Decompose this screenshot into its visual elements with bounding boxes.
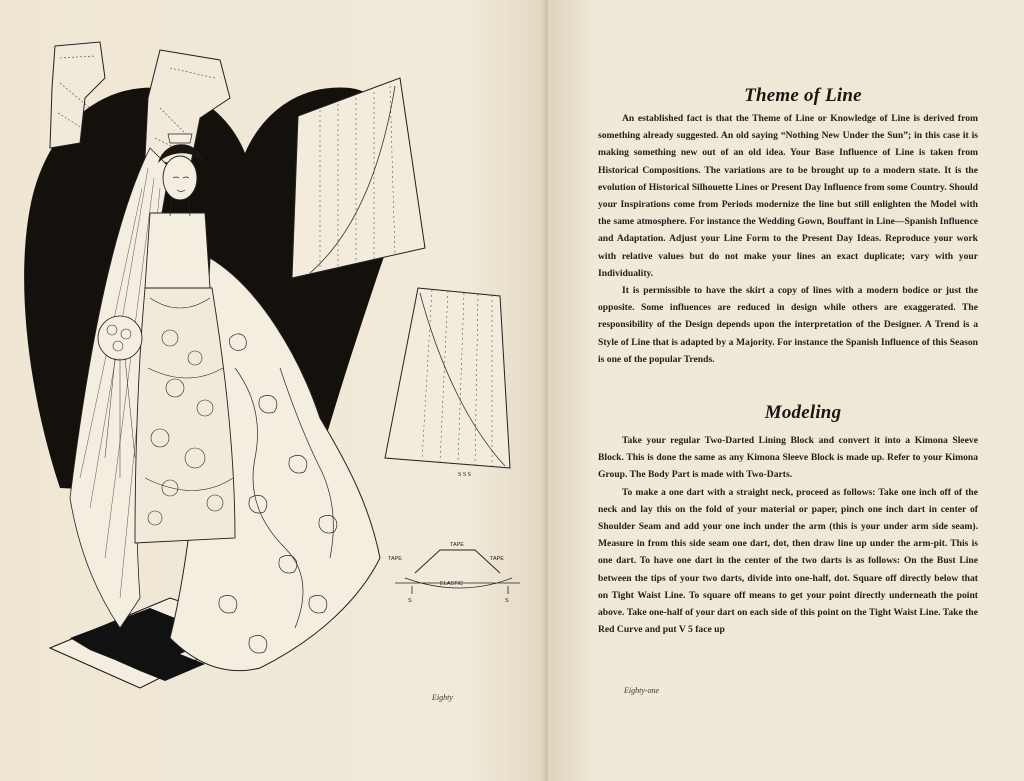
folio-left: Eighty	[432, 693, 453, 702]
label-tape-right: TAPE	[490, 556, 504, 562]
folio-right: Eighty-one	[624, 686, 660, 695]
label-elastic: ELASTIC	[440, 581, 463, 587]
paragraph: To make a one dart with a straight neck, proceed as follows: Take one inch off of the neck and lay this on the fold of your material or paper, pinch one inch dart in center of Shoulder Seam and add your one inch under the arm (this is your under arm side seam). Measure in from this side seam one dart, dot, then draw line up under the arm-pit. This is one dart. To have one dart in the center of the two darts is as follows: On the Bust Line between the tips of your two darts, divide into one-half, dot. Square off directly below that on Tight Waist Line. To square off means to get your point directly underneath the point above. Take one-half of your dart on each side of this point on the Tight Waist Line. Take the Red Curve and put V 5 face up	[598, 486, 978, 636]
heading-modeling: Modeling	[764, 402, 842, 423]
label-tape-top: TAPE	[450, 542, 464, 548]
svg-text:S S S: S S S	[458, 472, 472, 478]
gown-bodice	[145, 213, 210, 288]
paragraph: It is permissible to have the skirt a copy of lines with a modern bodice or just the opposite. Some influences are reduced in design while others are exaggerated. The responsibility of the Design depends upon the interpretation of the Designer. A Trend is a Style of Line that is adapted by a Majority. For instance the Spanish Influence of this Season is one of the popular Trends.	[598, 285, 978, 365]
section-modeling	[598, 432, 978, 638]
label-s-left: S	[408, 598, 412, 604]
section-theme-of-line	[598, 110, 978, 368]
wedding-gown-illustration	[20, 38, 540, 698]
skirt-pattern-lower	[385, 288, 510, 478]
heading-theme-of-line: Theme of Line	[744, 85, 862, 106]
label-s-right: S	[505, 598, 509, 604]
paragraph: An established fact is that the Theme of Line or Knowledge of Line is derived from something already suggested. An old saying “Nothing New Under the Sun”; in this case it is making something new out of an old idea. Your Base Influence of Line is taken from Historical Compositions. The variations are to be brought up to a modern state. It is the evolution of Historical Silhouette Lines or Present Day Influence from some Country. Should your Inspirations come from Periods modernize the line but still enlighten the Model with the same atmosphere. For instance the Wedding Gown, Bouffant in Line—Spanish Influence and Adaptation. Adjust your Line Form to the Present Day Ideas. Reproduce your work with relative values but do not make your lines an exact duplicate; vary with your Individuality.	[598, 113, 978, 279]
tape-elastic-diagram	[388, 542, 520, 604]
paragraph: Take your regular Two-Darted Lining Block and convert it into a Kimona Sleeve Block. This is done the same as any Kimona Sleeve Block is made up. Refer to your Kimona Group. The Body Part is made with Two-Darts.	[598, 435, 978, 481]
label-tape-left: TAPE	[388, 556, 402, 562]
